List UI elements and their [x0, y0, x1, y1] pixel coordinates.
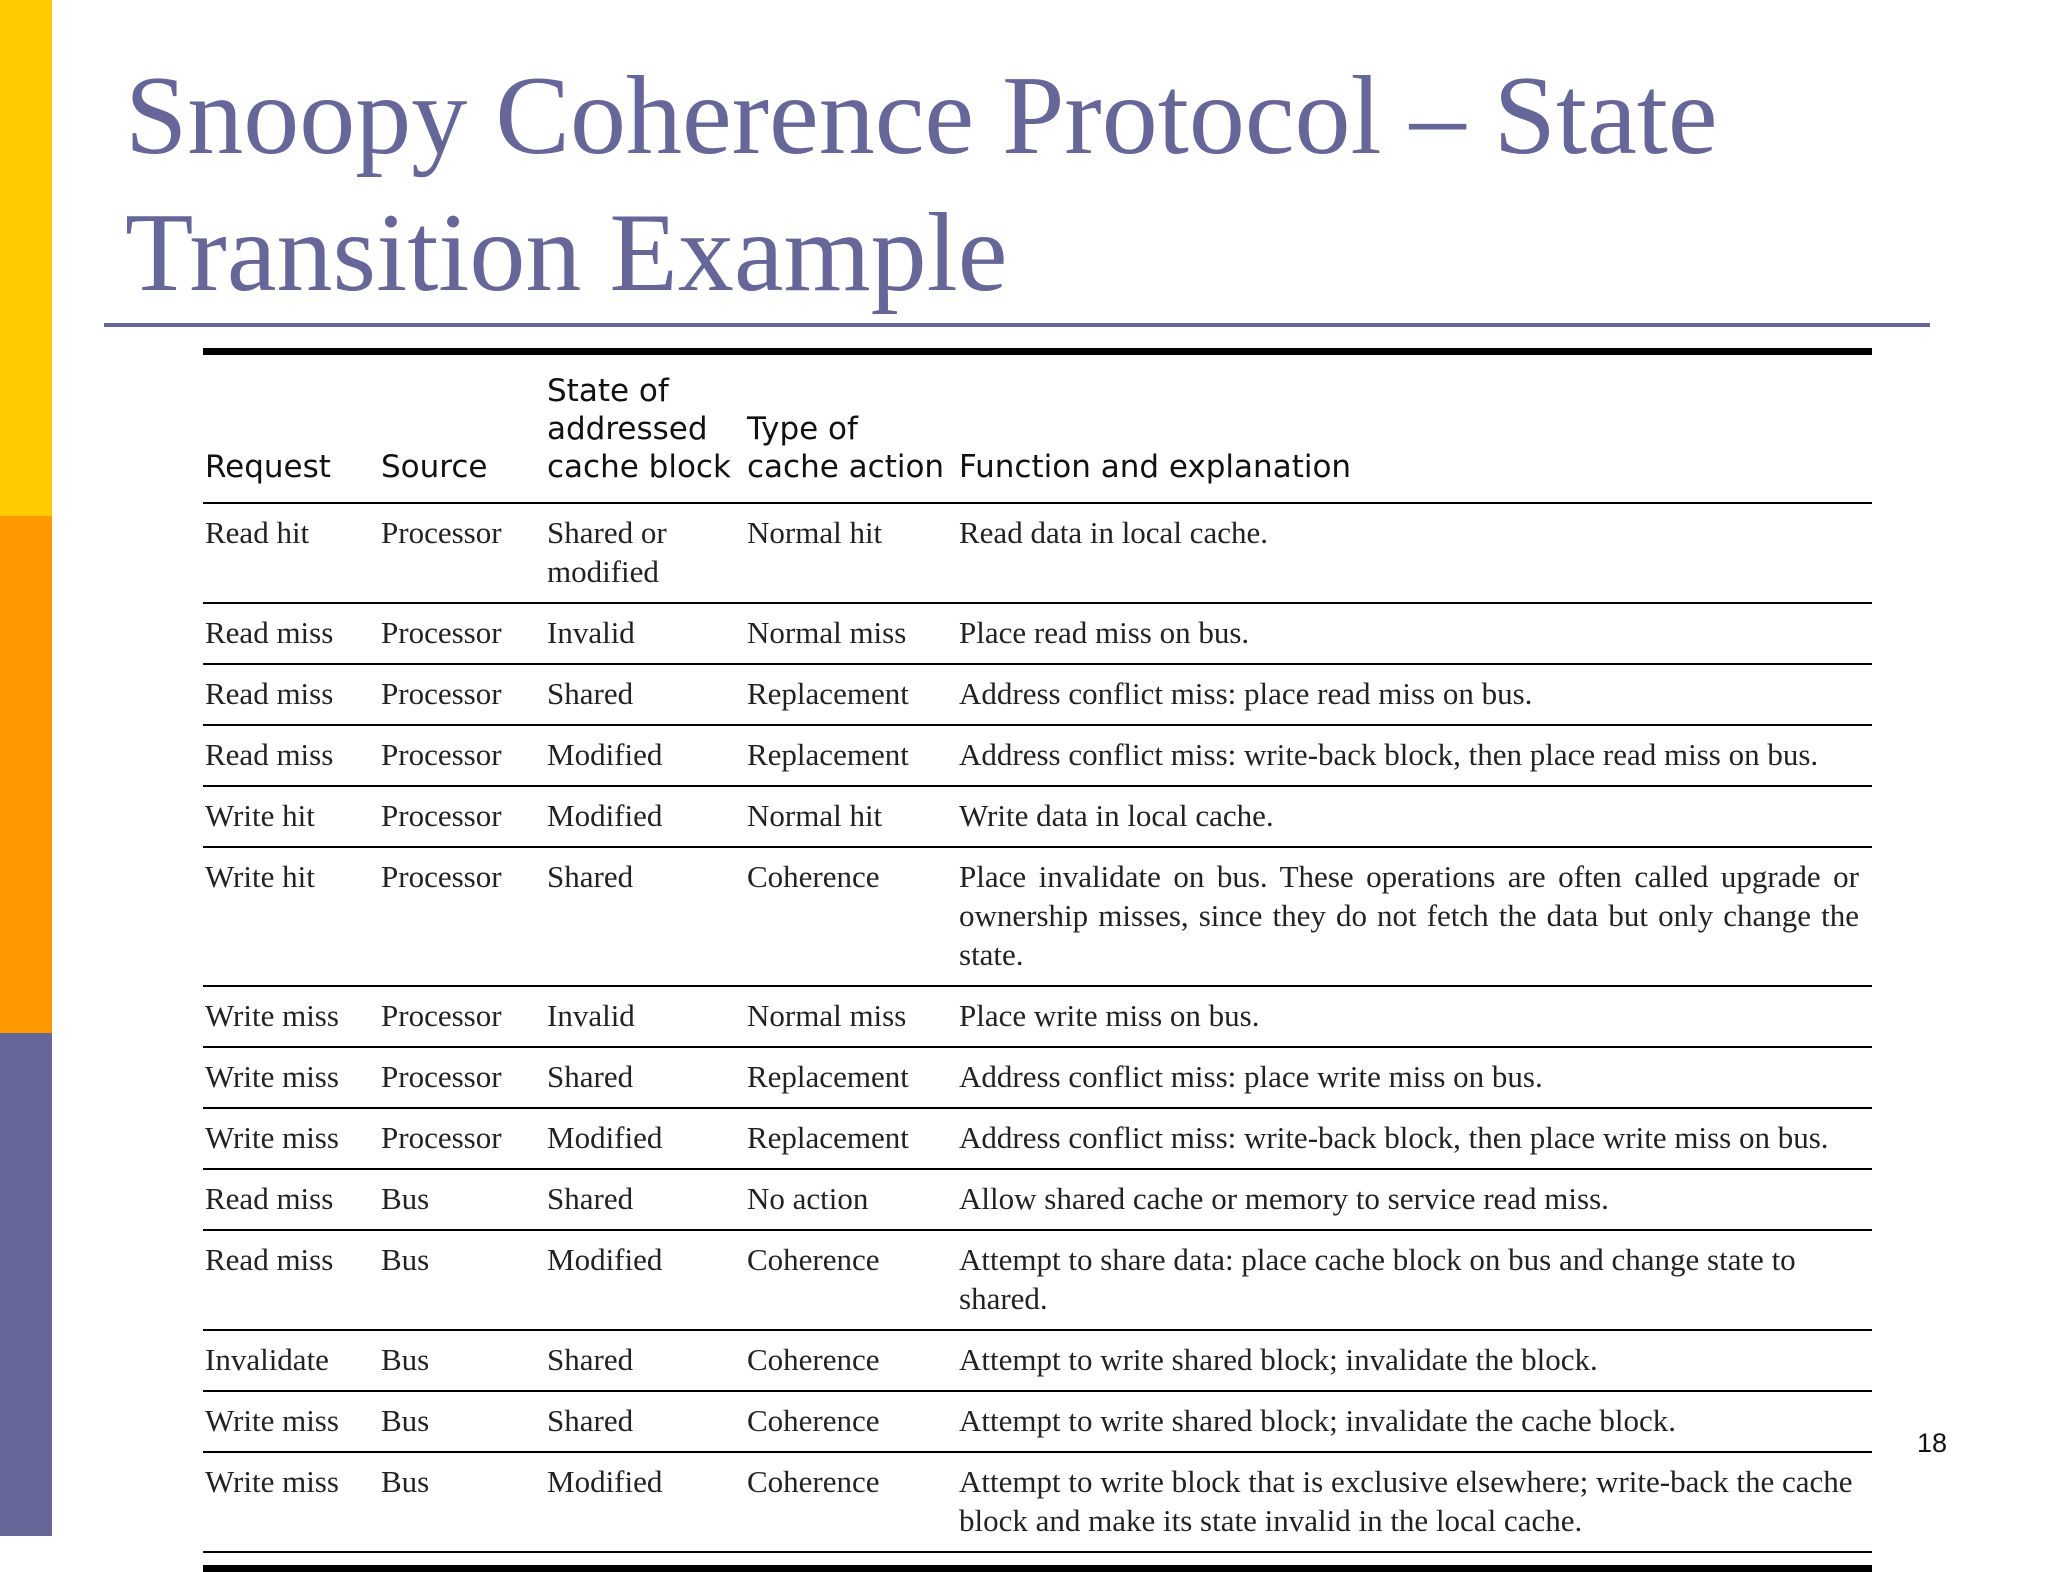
cell-action-type: Normal miss — [747, 998, 907, 1033]
page-number: 18 — [1917, 1428, 1948, 1458]
cell-function: Address conflict miss: place write miss on bus. — [959, 1059, 1543, 1094]
cell-state: Shared — [547, 676, 634, 711]
cell-function: Attempt to write shared block; invalidate the cache block. — [959, 1403, 1677, 1438]
cell-function: Read data in local cache. — [959, 515, 1268, 550]
table-row — [203, 1392, 1872, 1453]
header-source: Source — [381, 449, 488, 485]
cell-source: Processor — [381, 1059, 502, 1094]
cell-source: Bus — [381, 1464, 430, 1499]
cell-source: Bus — [381, 1342, 430, 1377]
cell-request: Read miss — [205, 615, 334, 650]
table-row — [203, 726, 1872, 787]
cell-state: Shared — [547, 1403, 634, 1438]
left-accent-bar-purple — [0, 1033, 52, 1536]
cell-request: Read miss — [205, 737, 334, 772]
cell-source: Processor — [381, 998, 502, 1033]
table-row — [203, 1453, 1872, 1553]
cell-state: Shared or modified — [547, 515, 667, 589]
cell-function: Place write miss on bus. — [959, 998, 1260, 1033]
cell-state: Modified — [547, 1464, 663, 1499]
cell-function: Allow shared cache or memory to service read miss. — [959, 1181, 1609, 1216]
header-function: Function and explanation — [959, 449, 1352, 485]
cell-action-type: Normal miss — [747, 615, 907, 650]
title-divider — [104, 323, 1930, 327]
table-row — [203, 1231, 1872, 1331]
table-row — [203, 1048, 1872, 1109]
cell-action-type: Coherence — [747, 859, 880, 894]
slide-title: Snoopy Coherence Protocol – State Transition Example — [125, 54, 1718, 315]
cell-source: Processor — [381, 1120, 502, 1155]
cell-action-type: Replacement — [747, 737, 909, 772]
cell-state: Shared — [547, 859, 634, 894]
cell-function: Place read miss on bus. — [959, 615, 1250, 650]
cell-action-type: Replacement — [747, 676, 909, 711]
table-row — [203, 787, 1872, 848]
table-row — [203, 1331, 1872, 1392]
cell-state: Shared — [547, 1181, 634, 1216]
cell-source: Processor — [381, 798, 502, 833]
cell-request: Read hit — [205, 515, 310, 550]
cell-request: Write hit — [205, 859, 315, 894]
left-accent-bar-yellow — [0, 0, 52, 516]
table-row — [203, 1109, 1872, 1170]
cell-action-type: Replacement — [747, 1059, 909, 1094]
table-row — [203, 848, 1872, 987]
table-bottom-rule — [203, 1565, 1872, 1572]
table-row — [203, 504, 1872, 604]
cell-function: Attempt to write shared block; invalidate the block. — [959, 1342, 1598, 1377]
cell-source: Processor — [381, 615, 502, 650]
cell-function: Place invalidate on bus. These operations are often called upgrade or ownership misses, since they do not fetch the data but only change the state. — [959, 859, 1859, 972]
header-state: State of addressed cache block — [547, 373, 731, 485]
cell-action-type: Replacement — [747, 1120, 909, 1155]
cell-source: Bus — [381, 1242, 430, 1277]
cell-function: Address conflict miss: write-back block, then place write miss on bus. — [959, 1120, 1829, 1155]
cell-function: Attempt to write block that is exclusive elsewhere; write-back the cache block and make its state invalid in the local cache. — [959, 1464, 1853, 1538]
header-action-type: Type of cache action — [747, 411, 945, 485]
cell-state: Shared — [547, 1342, 634, 1377]
cell-function: Attempt to share data: place cache block on bus and change state to shared. — [959, 1242, 1796, 1316]
table-header-row — [203, 355, 1872, 504]
cell-request: Write hit — [205, 798, 315, 833]
cell-source: Bus — [381, 1403, 430, 1438]
coherence-table — [203, 348, 1872, 1572]
cell-source: Processor — [381, 676, 502, 711]
cell-request: Read miss — [205, 1242, 334, 1277]
cell-action-type: Normal hit — [747, 798, 883, 833]
cell-source: Bus — [381, 1181, 430, 1216]
cell-source: Processor — [381, 859, 502, 894]
cell-state: Modified — [547, 798, 663, 833]
cell-state: Modified — [547, 737, 663, 772]
cell-function: Address conflict miss: write-back block, then place read miss on bus. — [959, 737, 1819, 772]
cell-request: Write miss — [205, 1464, 339, 1499]
cell-request: Read miss — [205, 676, 334, 711]
cell-request: Write miss — [205, 1059, 339, 1094]
header-request: Request — [205, 449, 331, 485]
cell-state: Invalid — [547, 615, 635, 650]
cell-state: Modified — [547, 1242, 663, 1277]
left-accent-bar-orange — [0, 516, 52, 1033]
cell-state: Modified — [547, 1120, 663, 1155]
cell-source: Processor — [381, 515, 502, 550]
cell-request: Write miss — [205, 1120, 339, 1155]
cell-action-type: No action — [747, 1181, 869, 1216]
cell-action-type: Coherence — [747, 1403, 880, 1438]
cell-source: Processor — [381, 737, 502, 772]
table-top-rule — [203, 348, 1872, 355]
table-row — [203, 1170, 1872, 1231]
cell-action-type: Coherence — [747, 1242, 880, 1277]
cell-request: Invalidate — [205, 1342, 329, 1377]
table-row — [203, 665, 1872, 726]
table-row — [203, 604, 1872, 665]
cell-request: Write miss — [205, 1403, 339, 1438]
table-body — [203, 504, 1872, 1553]
cell-request: Write miss — [205, 998, 339, 1033]
cell-request: Read miss — [205, 1181, 334, 1216]
cell-action-type: Normal hit — [747, 515, 883, 550]
cell-action-type: Coherence — [747, 1342, 880, 1377]
cell-state: Shared — [547, 1059, 634, 1094]
cell-action-type: Coherence — [747, 1464, 880, 1499]
cell-function: Write data in local cache. — [959, 798, 1274, 833]
table-row — [203, 987, 1872, 1048]
cell-state: Invalid — [547, 998, 635, 1033]
cell-function: Address conflict miss: place read miss on bus. — [959, 676, 1533, 711]
